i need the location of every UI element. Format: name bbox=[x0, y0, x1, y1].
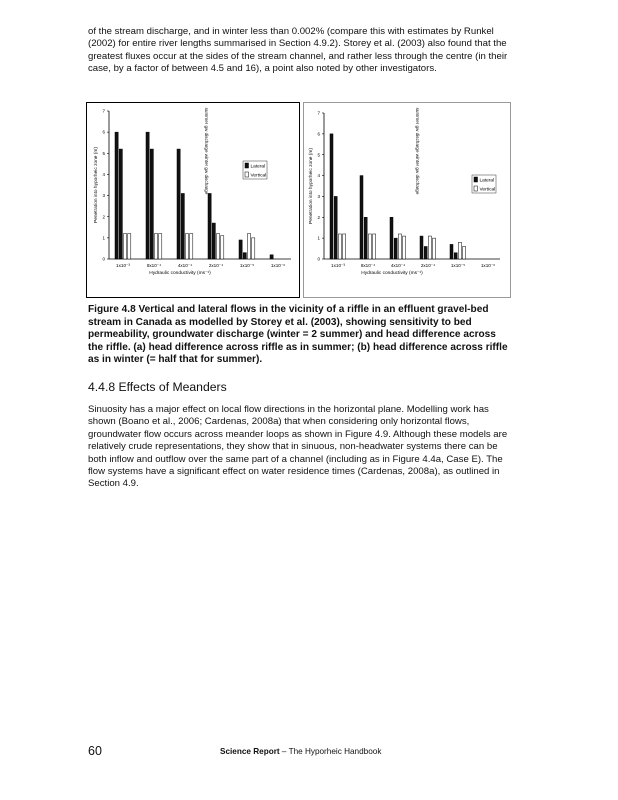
figure-panel-a bbox=[86, 102, 300, 298]
y-tick-label: 0 bbox=[102, 256, 105, 262]
legend-swatch bbox=[245, 172, 249, 177]
bar bbox=[150, 149, 153, 259]
figure-panel-b bbox=[303, 102, 511, 298]
chart-a bbox=[87, 103, 299, 297]
y-tick-label: 1 bbox=[317, 235, 320, 241]
y-tick-label: 6 bbox=[102, 129, 105, 135]
bar bbox=[252, 238, 255, 259]
y-tick-label: 4 bbox=[102, 172, 105, 178]
paragraph-intro: of the stream discharge, and in winter less than 0.002% (compare this with estimates by Runkel (2002) for entire river lengths summarised in Section 4.9.2). Storey et al. (2003) also found that the greatest fluxes occur at the sides of the stream channel, and rather less through the centre (in their case, by a factor of between 4.5 and 16), a point also noted by other investigators. bbox=[88, 26, 508, 75]
bar bbox=[243, 253, 246, 259]
bar bbox=[216, 234, 219, 259]
bar bbox=[373, 234, 376, 259]
legend-label: Vertical bbox=[479, 187, 496, 193]
paragraph-meanders: Sinuosity has a major effect on local flow directions in the horizontal plane. Modelling work has shown (Boano et al., 2006; Cardenas, 2008a) that when considering only horizontal flows, groundwater flow occurs across meander loops as shown in Figure 4.9. Although these models are relatively crude representations, they show that in sinuous, non-headwater systems there can be both inflow and outflow over the same part of a channel (including as in Figure 4.4a, Case E). The flow systems have a significant effect on water residence times (Cardenas, 2008a), as outlined in Section 4.9. bbox=[88, 404, 508, 490]
y-tick-label: 6 bbox=[317, 131, 320, 137]
x-tick-label: 1x10⁻⁶ bbox=[270, 263, 286, 268]
bar bbox=[221, 236, 224, 259]
bar bbox=[390, 217, 393, 259]
legend-swatch bbox=[474, 186, 478, 191]
x-tick-label: 8x10⁻⁴ bbox=[146, 263, 162, 268]
y-tick-label: 0 bbox=[317, 256, 320, 262]
x-tick-label: 1x10⁻³ bbox=[331, 263, 345, 268]
bar bbox=[185, 234, 188, 259]
x-tick-label: 2x10⁻⁴ bbox=[420, 263, 436, 268]
x-tick-label: 4x10⁻⁴ bbox=[177, 263, 193, 268]
bar bbox=[368, 234, 371, 259]
bar bbox=[394, 238, 397, 259]
bar bbox=[360, 176, 363, 259]
y-tick-label: 4 bbox=[317, 173, 320, 179]
bar bbox=[330, 134, 333, 259]
page-footer bbox=[220, 747, 381, 756]
x-tick-label: 1x10⁻³ bbox=[116, 263, 130, 268]
x-tick-label: 2x10⁻⁴ bbox=[208, 263, 224, 268]
bar bbox=[433, 238, 436, 259]
bar bbox=[177, 149, 180, 259]
bar bbox=[463, 246, 466, 259]
legend-swatch bbox=[474, 177, 478, 182]
chart-annotation: summer gw discharge winter gw discharge bbox=[204, 107, 209, 195]
page-number: 60 bbox=[88, 744, 102, 758]
chart-annotation: summer gw discharge winter gw discharge bbox=[415, 107, 420, 195]
bar bbox=[159, 234, 162, 259]
bar bbox=[334, 196, 337, 259]
bar bbox=[128, 234, 131, 259]
bar bbox=[181, 193, 184, 259]
y-axis-label: Penetration into hyporheic zone (m) bbox=[94, 147, 99, 223]
x-tick-label: 8x10⁻⁴ bbox=[360, 263, 376, 268]
bar bbox=[115, 132, 118, 259]
bar bbox=[154, 234, 157, 259]
y-tick-label: 5 bbox=[317, 152, 320, 158]
legend-label: Lateral bbox=[479, 178, 495, 184]
bar bbox=[123, 234, 126, 259]
y-tick-label: 3 bbox=[317, 194, 320, 200]
chart-b bbox=[304, 103, 510, 297]
bar bbox=[403, 236, 406, 259]
x-tick-label: 1x10⁻⁵ bbox=[239, 263, 255, 268]
y-tick-label: 7 bbox=[317, 110, 320, 116]
y-tick-label: 5 bbox=[102, 150, 105, 156]
bar bbox=[364, 217, 367, 259]
bar bbox=[428, 236, 431, 259]
x-tick-label: 1x10⁻⁶ bbox=[480, 263, 496, 268]
y-tick-label: 7 bbox=[102, 108, 105, 114]
bar bbox=[424, 246, 427, 259]
bar bbox=[450, 244, 453, 259]
figure-caption: Figure 4.8 Vertical and lateral flows in the vicinity of a riffle in an effluent gravel-bed stream in Canada as modelled by Storey et al. (2003), showing sensitivity to bed permeability, groundwater discharge (winter = 2 summer) and head difference across the riffle. (a) head difference across riffle as in summer; (b) head difference across riffle as in winter (= half that for summer). bbox=[88, 304, 508, 366]
bar bbox=[212, 223, 215, 259]
y-tick-label: 2 bbox=[102, 214, 105, 220]
bar bbox=[338, 234, 341, 259]
x-axis-label: Hydraulic conductivity (ms⁻¹) bbox=[361, 271, 423, 276]
y-tick-label: 1 bbox=[102, 235, 105, 241]
legend-label: Vertical bbox=[250, 173, 267, 179]
bar bbox=[146, 132, 149, 259]
y-axis-label: Penetration into hyporheic zone (m) bbox=[309, 148, 314, 224]
legend-label: Lateral bbox=[250, 164, 266, 170]
bar bbox=[208, 193, 211, 259]
bar bbox=[270, 255, 273, 259]
bar bbox=[398, 234, 401, 259]
bar bbox=[239, 240, 242, 259]
footer-title: Science Report bbox=[220, 747, 280, 756]
bar bbox=[458, 242, 461, 259]
footer-subtitle: – The Hyporheic Handbook bbox=[279, 747, 382, 756]
bar bbox=[247, 234, 250, 259]
bar bbox=[119, 149, 122, 259]
section-heading: 4.4.8 Effects of Meanders bbox=[88, 380, 227, 394]
x-tick-label: 4x10⁻⁴ bbox=[390, 263, 406, 268]
bar bbox=[190, 234, 193, 259]
bar bbox=[420, 236, 423, 259]
y-tick-label: 2 bbox=[317, 214, 320, 220]
x-tick-label: 1x10⁻⁵ bbox=[450, 263, 466, 268]
bar bbox=[343, 234, 346, 259]
y-tick-label: 3 bbox=[102, 193, 105, 199]
bar bbox=[454, 253, 457, 259]
legend-swatch bbox=[245, 163, 249, 168]
x-axis-label: Hydraulic conductivity (ms⁻¹) bbox=[149, 271, 211, 276]
